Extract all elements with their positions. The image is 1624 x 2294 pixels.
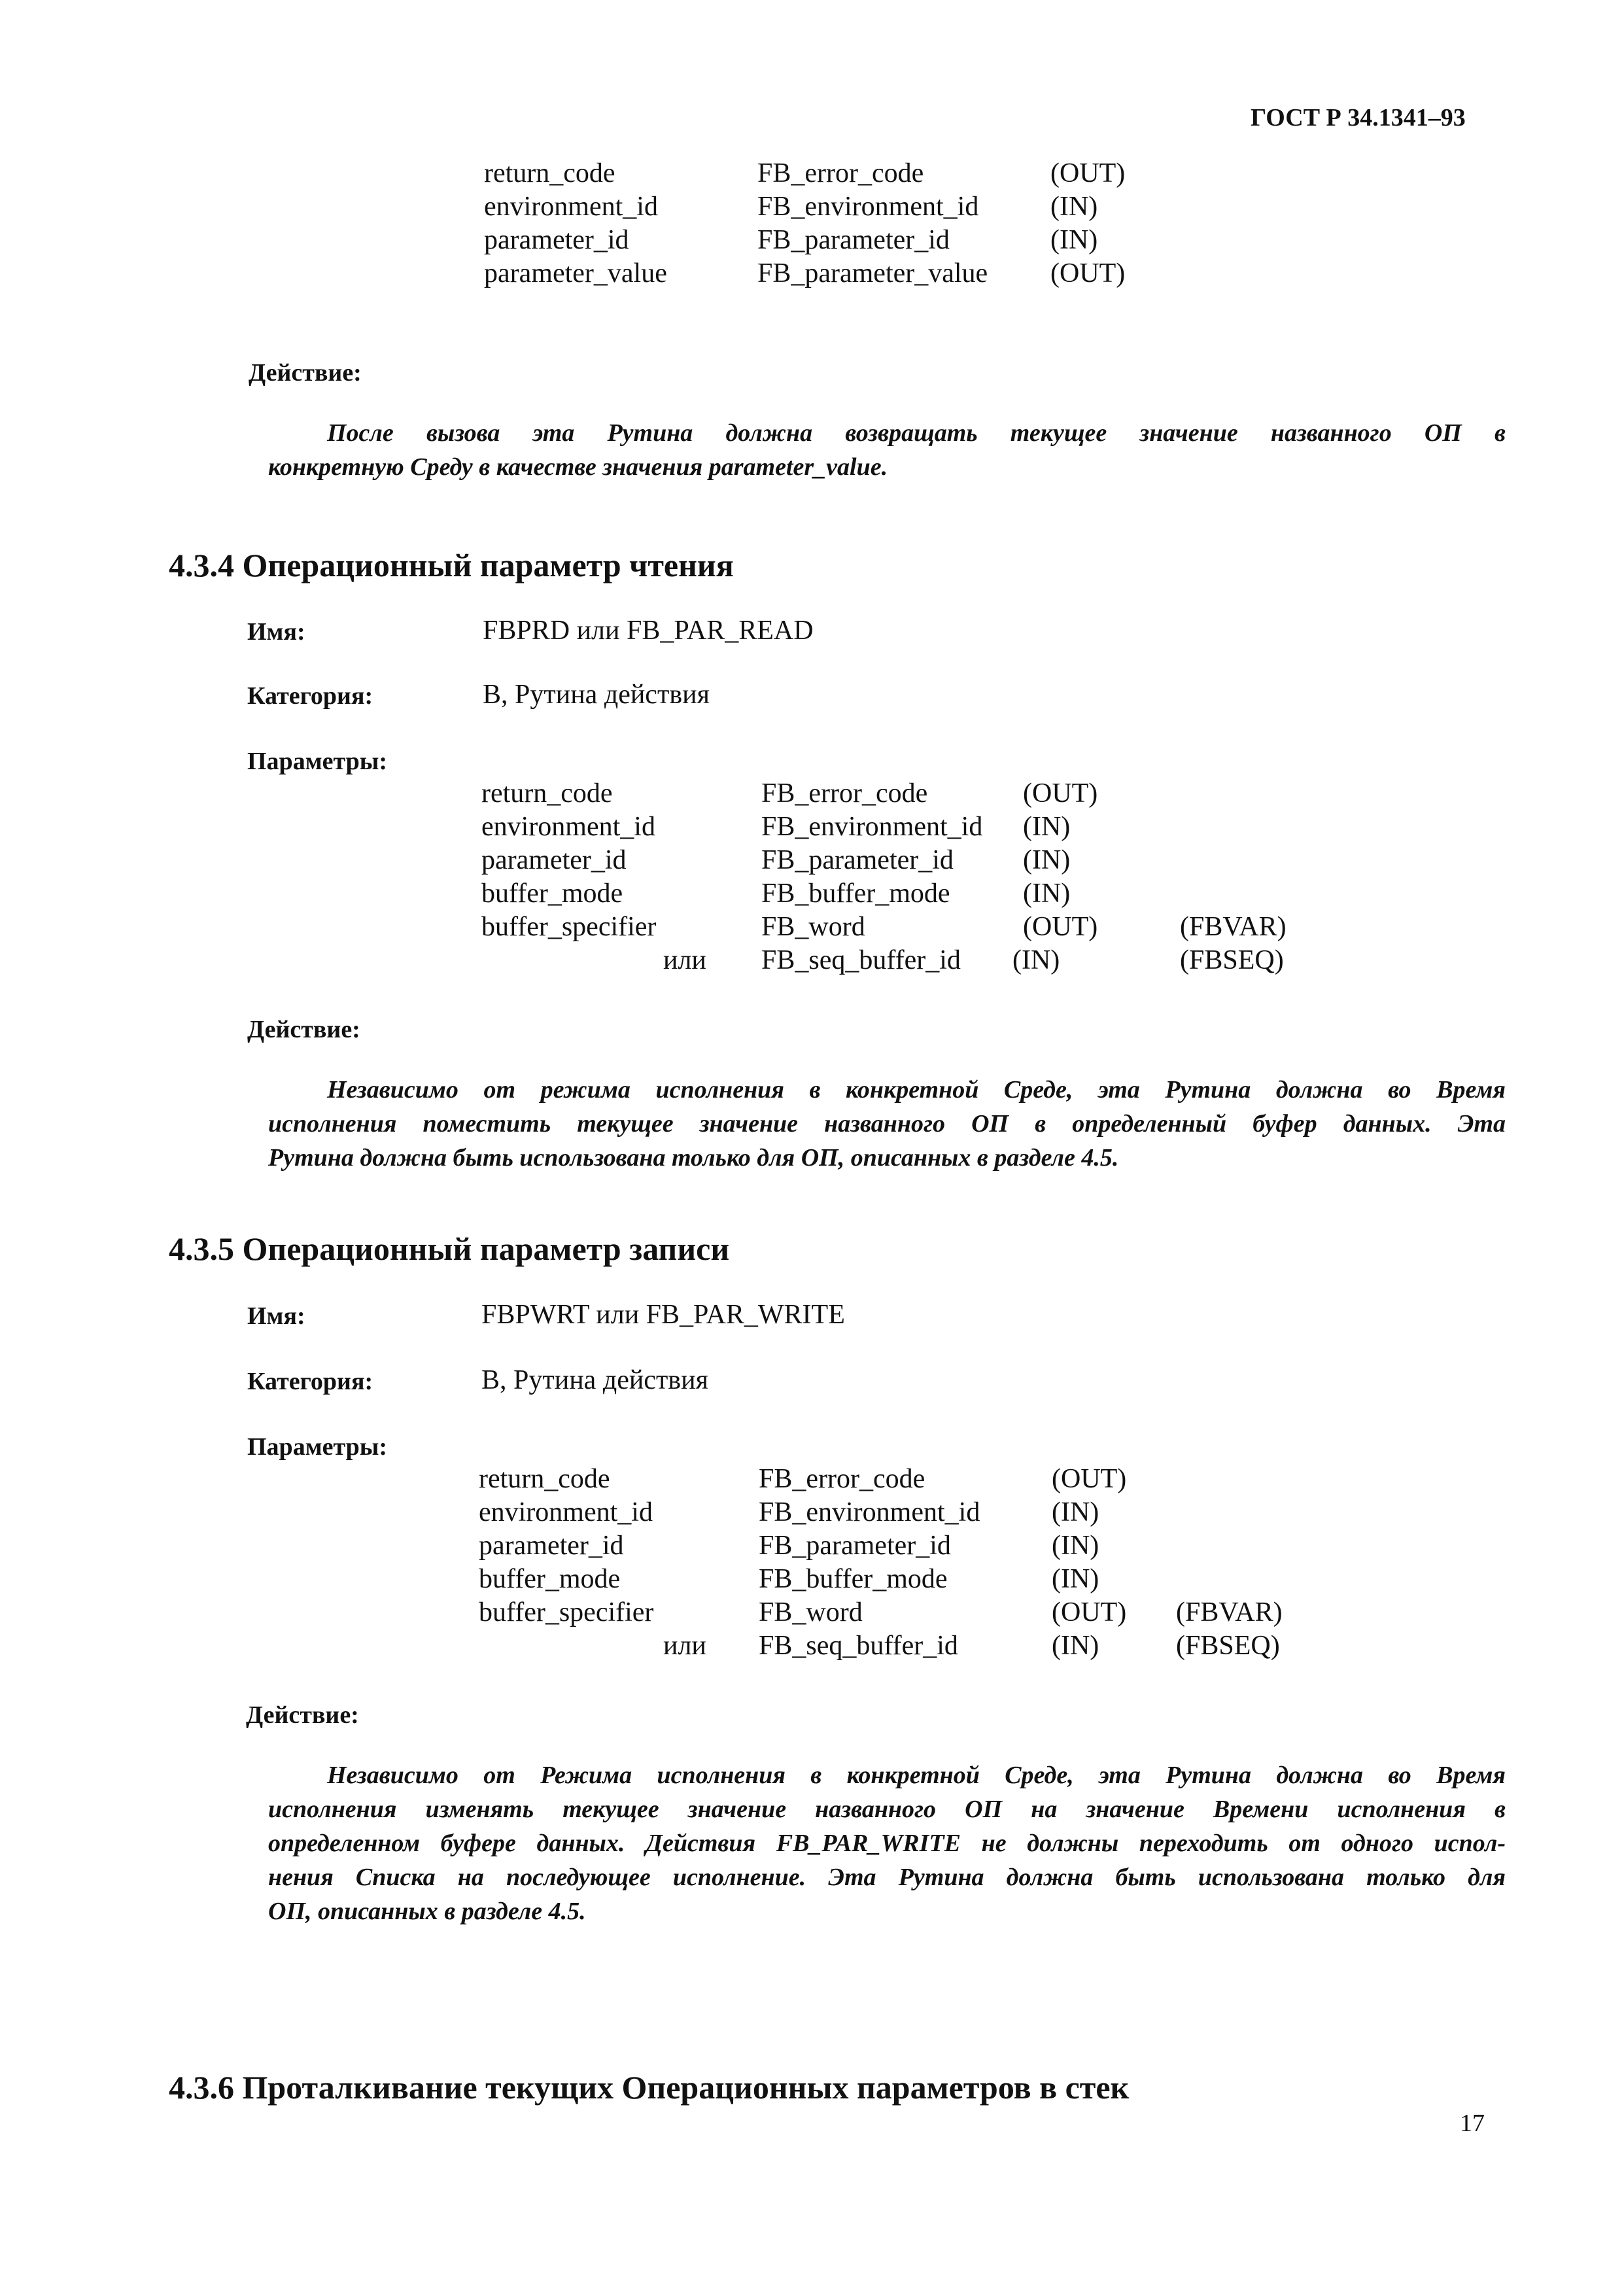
param-or: или <box>663 945 706 975</box>
param-type: FB_parameter_value <box>757 258 988 288</box>
page-header: ГОСТ Р 34.1341–93 <box>1251 104 1466 131</box>
param-dir: (OUT) <box>1023 912 1098 942</box>
param-row <box>479 1463 1329 1496</box>
category-label: Категория: <box>247 1368 373 1395</box>
param-type: FB_environment_id <box>757 192 979 222</box>
section-title: 4.3.4 Операционный параметр чтения <box>169 547 734 583</box>
action-line: конкретную Среду в качестве значения parameter_value. <box>268 453 888 481</box>
param-dir: (OUT) <box>1023 778 1098 808</box>
param-row <box>481 810 1332 844</box>
param-row <box>484 190 1269 224</box>
param-dir: (OUT) <box>1050 158 1126 188</box>
param-row <box>481 911 1332 944</box>
action-line: Рутина должна быть использована только для ОП, описанных в разделе 4.5. <box>268 1144 1119 1172</box>
param-name: environment_id <box>481 812 655 842</box>
param-dir: (OUT) <box>1052 1597 1127 1627</box>
param-type: FB_seq_buffer_id <box>761 945 961 975</box>
name-value: FBPWRT или FB_PAR_WRITE <box>481 1300 845 1330</box>
params-label: Параметры: <box>247 1433 388 1461</box>
action-line: ОП, описанных в разделе 4.5. <box>268 1898 586 1925</box>
action-text <box>268 1758 1506 1928</box>
param-row <box>481 844 1332 877</box>
param-row <box>479 1563 1329 1596</box>
param-dir: (IN) <box>1050 225 1098 255</box>
param-name: buffer_mode <box>479 1564 621 1594</box>
action-label: Действие: <box>249 359 362 387</box>
param-row <box>479 1496 1329 1529</box>
param-extra: (FBSEQ) <box>1176 1631 1280 1661</box>
action-line: После вызова эта Рутина должна возвращать текущее значение названного ОП в <box>327 419 1506 447</box>
param-row <box>481 777 1332 810</box>
param-type: FB_parameter_id <box>759 1531 951 1561</box>
param-type: FB_error_code <box>759 1464 925 1494</box>
param-table <box>481 777 1332 977</box>
param-dir: (IN) <box>1012 945 1060 975</box>
param-type: FB_buffer_mode <box>761 878 950 909</box>
param-row <box>479 1529 1329 1563</box>
page-number: 17 <box>1460 2110 1485 2137</box>
name-label: Имя: <box>247 1302 305 1330</box>
action-line: определенном буфере данных. Действия FB_PAR_WRITE не должны переходить от одного испол- <box>268 1830 1506 1857</box>
category-label: Категория: <box>247 682 373 710</box>
param-dir: (IN) <box>1023 845 1071 875</box>
param-extra: (FBSEQ) <box>1180 945 1284 975</box>
action-label: Действие: <box>247 1016 360 1043</box>
param-name: return_code <box>479 1464 610 1494</box>
param-row <box>484 257 1269 290</box>
action-line: Независимо от режима исполнения в конкретной Среде, эта Рутина должна во Время <box>327 1076 1506 1104</box>
action-label: Действие: <box>246 1701 359 1729</box>
param-dir: (IN) <box>1050 192 1098 222</box>
param-name: parameter_id <box>479 1531 624 1561</box>
param-name: buffer_mode <box>481 878 623 909</box>
param-row <box>481 944 1332 977</box>
param-row <box>484 224 1269 257</box>
param-dir: (IN) <box>1023 812 1071 842</box>
param-dir: (OUT) <box>1052 1464 1127 1494</box>
name-label: Имя: <box>247 618 305 646</box>
param-name: return_code <box>484 158 615 188</box>
param-name: environment_id <box>484 192 658 222</box>
param-dir: (IN) <box>1052 1564 1099 1594</box>
section-title: 4.3.5 Операционный параметр записи <box>169 1230 730 1267</box>
param-type: FB_parameter_id <box>757 225 950 255</box>
param-name: environment_id <box>479 1497 653 1527</box>
param-extra: (FBVAR) <box>1180 912 1287 942</box>
param-type: FB_error_code <box>757 158 924 188</box>
param-dir: (IN) <box>1052 1631 1099 1661</box>
param-type: FB_error_code <box>761 778 928 808</box>
param-name: parameter_id <box>481 845 627 875</box>
params-label: Параметры: <box>247 748 388 775</box>
action-line: Независимо от Режима исполнения в конкретной Среде, эта Рутина должна во Время <box>327 1762 1506 1789</box>
param-row <box>484 157 1269 190</box>
param-row <box>479 1596 1329 1629</box>
param-type: FB_environment_id <box>759 1497 980 1527</box>
param-table <box>479 1463 1329 1663</box>
param-type: FB_parameter_id <box>761 845 954 875</box>
param-name: buffer_specifier <box>481 912 657 942</box>
param-dir: (IN) <box>1052 1497 1099 1527</box>
action-line: исполнения поместить текущее значение названного ОП в определенный буфер данных. Эта <box>268 1110 1506 1138</box>
param-type: FB_buffer_mode <box>759 1564 948 1594</box>
param-dir: (IN) <box>1023 878 1071 909</box>
param-name: parameter_id <box>484 225 629 255</box>
action-line: нения Списка на последующее исполнение. Эта Рутина должна быть использована только для <box>268 1864 1506 1891</box>
param-name: buffer_specifier <box>479 1597 654 1627</box>
action-line: исполнения изменять текущее значение названного ОП на значение Времени исполнения в <box>268 1796 1506 1823</box>
param-type: FB_word <box>759 1597 863 1627</box>
param-row <box>481 877 1332 911</box>
param-type: FB_seq_buffer_id <box>759 1631 958 1661</box>
category-value: B, Рутина действия <box>481 1365 708 1395</box>
param-name: return_code <box>481 778 613 808</box>
param-or: или <box>663 1631 706 1661</box>
action-text <box>268 1073 1506 1175</box>
param-type: FB_word <box>761 912 865 942</box>
param-extra: (FBVAR) <box>1176 1597 1283 1627</box>
action-text <box>268 416 1506 484</box>
param-row <box>479 1629 1329 1663</box>
param-type: FB_environment_id <box>761 812 983 842</box>
param-dir: (IN) <box>1052 1531 1099 1561</box>
top-param-table <box>484 157 1269 290</box>
name-value: FBPRD или FB_PAR_READ <box>483 616 814 646</box>
param-name: parameter_value <box>484 258 667 288</box>
section-title: 4.3.6 Проталкивание текущих Операционных параметров в стек <box>169 2069 1130 2106</box>
param-dir: (OUT) <box>1050 258 1126 288</box>
category-value: B, Рутина действия <box>483 680 710 710</box>
